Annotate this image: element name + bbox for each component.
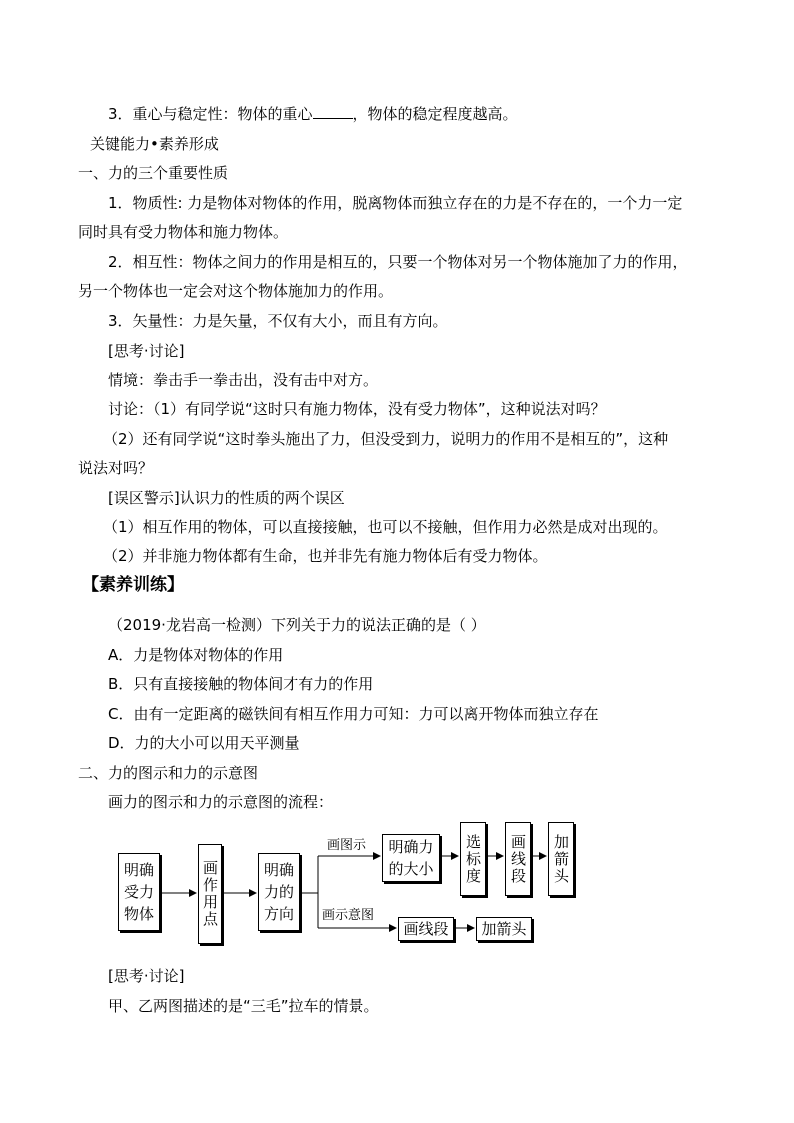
- misconception-2: （2）并非施力物体都有生命，也并非先有施力物体后有受力物体。: [103, 547, 548, 565]
- flow-box-identify-object-line3: 物体: [123, 905, 154, 923]
- think-discuss-label-2: [思考·讨论]: [108, 967, 185, 985]
- fill-in-blank: [313, 104, 353, 119]
- option-d: D．力的大小可以用天平测量: [108, 734, 300, 752]
- scenario-text: 情境：拳击手一拳击出，没有击中对方。: [108, 371, 379, 389]
- misconception-1: （1）相互作用的物体，可以直接接触，也可以不接触，但作用力必然是成对出现的。: [103, 518, 668, 536]
- option-a: A．力是物体对物体的作用: [108, 646, 284, 664]
- discussion-q1: 讨论：（1）有同学说“这时只有施力物体，没有受力物体”，这种说法对吗？: [108, 400, 606, 418]
- flow-box-identify-magnitude-line1: 明确力: [388, 838, 434, 856]
- flow-box-identify-magnitude-line2: 的大小: [388, 860, 434, 878]
- question-stem: （2019·龙岩高一检测）下列关于力的说法正确的是（ ）: [108, 616, 486, 634]
- flow-box-identify-direction-line3: 方向: [263, 905, 294, 923]
- flow-box-identify-object-line1: 明确: [123, 861, 154, 879]
- label-draw-diagram: 画图示: [327, 838, 367, 853]
- flow-box-add-arrow-sketch: 加箭头: [476, 917, 532, 941]
- discussion-q2-line2: 说法对吗？: [78, 459, 154, 477]
- stability-text-post: ，物体的稳定程度越高。: [352, 105, 518, 123]
- property-vector: 3．矢量性：力是矢量，不仅有大小，而且有方向。: [108, 312, 448, 330]
- property-material-line2: 同时具有受力物体和施力物体。: [78, 223, 289, 241]
- flow-box-identify-direction: [258, 853, 300, 931]
- flow-box-choose-scale: 选标度: [460, 822, 486, 896]
- property-mutual-line1: 2．相互性：物体之间力的作用是相互的，只要一个物体对另一个物体施加了力的作用，: [108, 253, 688, 271]
- property-material-line1: 1．物质性: 力是物体对物体的作用，脱离物体而独立存在的力是不存在的，一个力一定: [108, 194, 683, 212]
- scenario-sanmao: 甲、乙两图描述的是“三毛”拉车的情景。: [108, 997, 379, 1015]
- flow-intro: 画力的图示和力的示意图的流程：: [108, 793, 334, 811]
- property-mutual-line2: 另一个物体也一定会对这个物体施加力的作用。: [78, 282, 394, 300]
- stability-line: [108, 104, 758, 124]
- practice-heading: 【素养训练】: [82, 575, 184, 595]
- discussion-q2-line1: （2）还有同学说“这时拳头施出了力，但没受到力，说明力的作用不是相互的”，这种: [103, 430, 669, 448]
- flow-box-draw-point: 画作用点: [198, 844, 222, 944]
- flow-box-identify-direction-line2: 力的: [263, 883, 294, 901]
- section-heading-force-diagram: 二、力的图示和力的示意图: [78, 764, 259, 782]
- option-c: C．由有一定距离的磁铁间有相互作用力可知：力可以离开物体而独立存在: [108, 705, 599, 723]
- flow-box-identify-object-line2: 受力: [123, 883, 154, 901]
- flow-box-draw-segment: 画线段: [505, 822, 531, 896]
- flow-box-identify-magnitude: [382, 834, 440, 882]
- section-heading-key-ability: 关键能力•素养形成: [90, 135, 219, 153]
- option-b: B．只有直接接触的物体间才有力的作用: [108, 675, 374, 693]
- flow-box-add-arrow: 加箭头: [548, 822, 574, 896]
- think-discuss-label: [思考·讨论]: [108, 342, 185, 360]
- misconception-warning: [误区警示]认识力的性质的两个误区: [108, 489, 345, 507]
- flow-box-draw-segment-sketch: 画线段: [398, 917, 454, 941]
- label-draw-sketch: 画示意图: [322, 908, 375, 923]
- flow-box-identify-direction-line1: 明确: [263, 861, 294, 879]
- stability-text-pre: 3．重心与稳定性：物体的重心: [108, 105, 313, 123]
- section-heading-three-properties: 一、力的三个重要性质: [78, 164, 229, 182]
- flow-box-identify-object: [118, 853, 160, 931]
